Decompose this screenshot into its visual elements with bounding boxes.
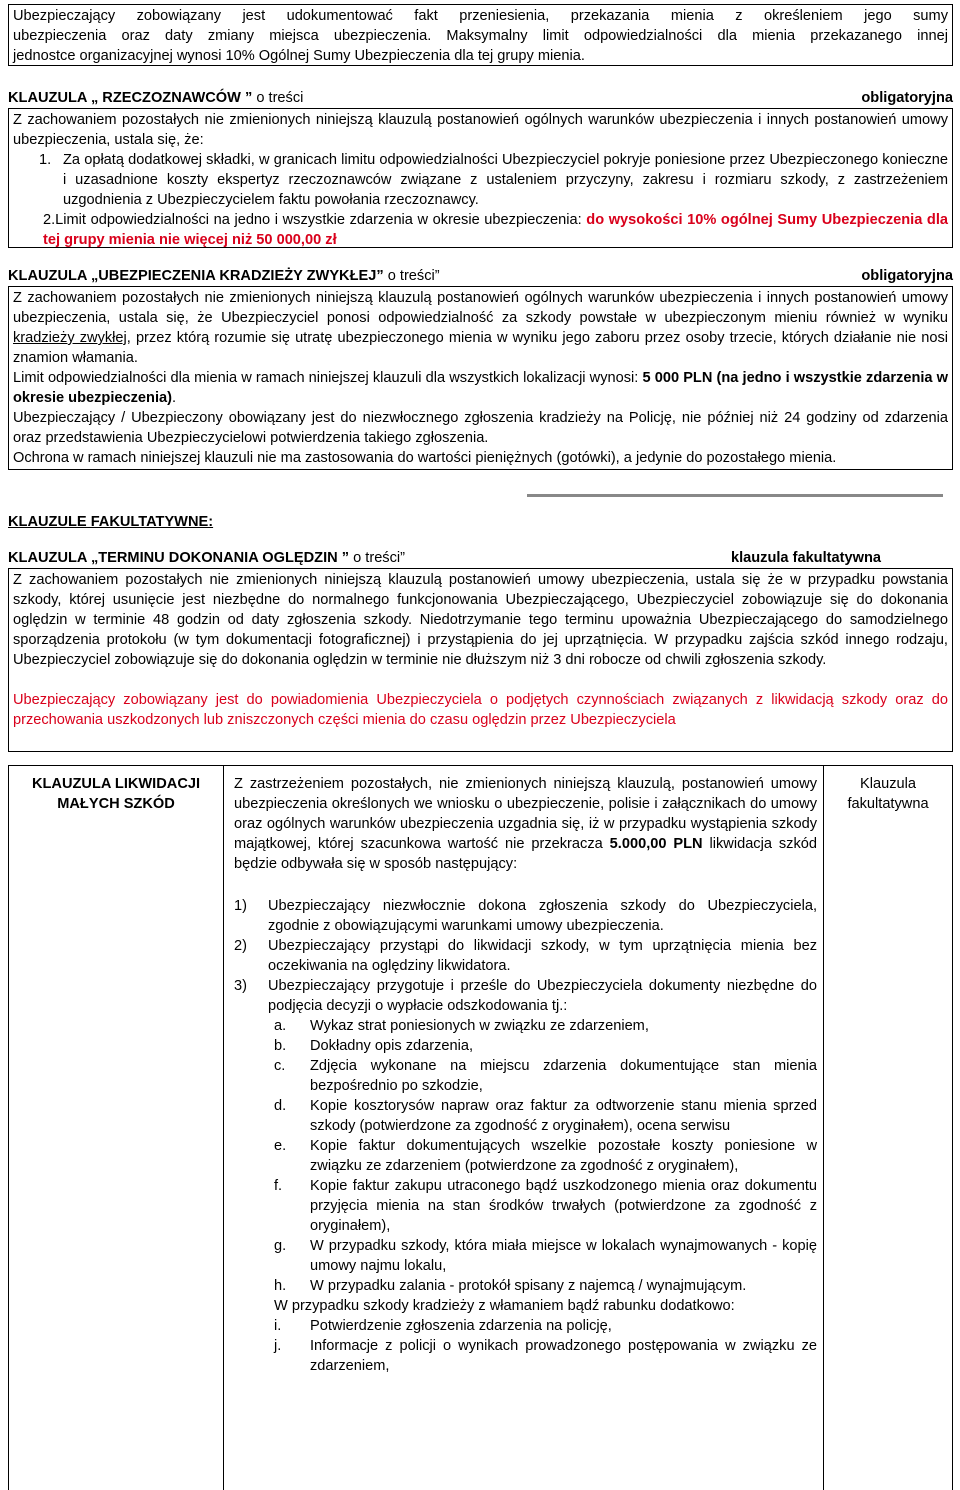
sub-item xyxy=(274,1176,817,1236)
sub-item-letter: d. xyxy=(274,1098,287,1114)
sub-item-letter: f. xyxy=(274,1178,283,1194)
sub-item xyxy=(274,1016,817,1036)
sub-item-letter: h. xyxy=(274,1278,287,1294)
sub-item-text: Kopie kosztorysów napraw oraz faktur za odtworzenie stanu mienia sprzed szkody (potwierdzone za zgodność z oryginałem), ocena serwisu xyxy=(310,1098,817,1134)
transfer-note-line-3: jednostce organizacyjnej wynosi 10% Ogólnej Sumy Ubezpieczenia dla tej grupy mienia. xyxy=(13,48,585,64)
kradziez-title: KLAUZULA „UBEZPIECZENIA KRADZIEŻY ZWYKŁEJ” xyxy=(8,268,384,284)
kradziez-limit: 5 000 PLN (na jedno i wszystkie zdarzenia w okresie ubezpieczenia) xyxy=(13,370,949,406)
likwidacji-status: Klauzula fakultatywna xyxy=(847,776,929,812)
ogledzin-paragraph-1: Z zachowaniem pozostałych nie zmienionych niniejszą klauzulą postanowień umowy ubezpieczenia, ustala się że w przypadku powstania szkody, której usunięcie jest niezbędne do normalnego funkcjonowania Ubezpieczającego, Ubezpieczyciel zobowiązuje się do dokonania oględzin w terminie 48 godzin od daty zgłoszenia szkody. Niedotrzymanie tego terminu upoważnia Ubezpieczającego do samodzielnego sporządzenia protokołu (w tym dokumentacji fotograficznej) i przystąpienia do jej uprzątnięcia. W przypadku zajścia szkód innego rodzaju, Ubezpieczyciel zobowiązuje się do dokonania oględzin w terminie nie dłuższym niż 3 dni robocze od chwili zgłoszenia szkody. xyxy=(13,572,948,668)
rzeczoznawcow-status: obligatoryjna xyxy=(861,90,953,106)
kradziez-title-row xyxy=(8,266,953,286)
sub-item-letter: b. xyxy=(274,1038,287,1054)
rzeczoznawcow-point-1-number: 1. xyxy=(39,152,52,168)
rzeczoznawcow-box xyxy=(8,108,953,248)
list-item-number: 3) xyxy=(234,978,247,994)
likwidacji-amount: 5.000,00 PLN xyxy=(609,836,703,852)
sub-item-text: Wykaz strat poniesionych w związku ze zdarzeniem, xyxy=(310,1018,649,1034)
likwidacji-intro xyxy=(234,774,817,874)
kradziez-paragraph-4: Ochrona w ramach niniejszej klauzuli nie ma zastosowania do wartości pieniężnych (gotówki), a jedynie do pozostałego mienia. xyxy=(13,450,837,466)
list-item-text: Ubezpieczający przystąpi do likwidacji szkody, w tym uprzątnięcia mienia bez oczekiwania na oględziny likwidatora. xyxy=(268,938,817,974)
ogledzin-paragraph-2: Ubezpieczający zobowiązany jest do powiadomienia Ubezpieczyciela o podjętych czynnościach związanych z likwidacją szkody oraz do przechowania uszkodzonych lub zniszczonych części mienia do czasu oględzin przez Ubezpieczyciela xyxy=(13,692,948,728)
sub-item-text: Zdjęcia wykonane na miejscu zdarzenia dokumentujące stan mienia bezpośrednio po szkodzie, xyxy=(310,1058,817,1094)
kradziez-p1-b: , przez którą rozumie się utratę ubezpieczonego mienia w wyniku jego zaboru przez osoby trzecie, których działanie nie nosi znamion włamania. xyxy=(13,330,948,366)
ogledzin-section xyxy=(8,548,953,752)
kradziez-p2-c: . xyxy=(171,390,177,406)
list-item xyxy=(234,936,817,976)
rzeczoznawcow-title-row xyxy=(8,88,953,108)
sub-item-letter: g. xyxy=(274,1238,287,1254)
sub-item xyxy=(274,1236,817,1276)
transfer-note-line-2: ubezpieczenia oraz daty zmiany miejsca ubezpieczenia. Maksymalny limit odpowiedzialności dla mienia przekazanego innej xyxy=(13,28,948,44)
likwidacji-intro-a: Z zastrzeżeniem pozostałych, nie zmienionych niniejszą klauzulą, postanowień umowy ubezpieczenia określonych we wniosku o ubezpieczenie, polisie i załącznikach do umowy oraz ogólnych warunków ubezpieczenia uzgadnia się, iż w przypadku wystąpienia szkody majątkowej, której szacunkowa wartość nie przekracza xyxy=(234,776,817,852)
rzeczoznawcow-title-suffix: o treści xyxy=(256,90,304,106)
likwidacji-intro-c: likwidacja szkód będzie odbywała się w sposób następujący: xyxy=(234,836,818,872)
ogledzin-title-row xyxy=(8,548,953,568)
sub-item xyxy=(274,1136,817,1176)
kradziez-paragraph-2 xyxy=(13,368,948,408)
transfer-note-box xyxy=(8,4,953,66)
rzeczoznawcow-limit: do wysokości 10% ogólnej Sumy Ubezpieczenia dla tej grupy mienia nie więcej niż 50 000,00 zł xyxy=(43,212,949,248)
likwidacji-table xyxy=(8,765,953,1490)
rzeczoznawcow-point-1 xyxy=(13,150,948,210)
sub-item-letter: j. xyxy=(274,1338,282,1354)
transfer-note-line-1: Ubezpieczający zobowiązany jest udokumentować fakt przeniesienia, przekazania mienia z określeniem jego sumy xyxy=(13,8,948,24)
sub-item-letter: e. xyxy=(274,1138,287,1154)
rzeczoznawcow-point-1-text: Za opłatą dodatkowej składki, w granicach limitu odpowiedzialności Ubezpieczyciel pokryje poniesione przez Ubezpieczonego konieczne i uzasadnione koszty ekspertyz rzeczoznawców związane z ustaleniem przyczyny, zakresu i rozmiaru szkody, z zastrzeżeniem uzgodnienia z Ubezpieczycielem faktu powołania rzeczoznawcy. xyxy=(63,152,948,208)
likwidacji-burglary-note: W przypadku szkody kradzieży z włamaniem bądź rabunku dodatkowo: xyxy=(274,1298,735,1314)
rzeczoznawcow-title: KLAUZULA „ RZECZOZNAWCÓW ” xyxy=(8,90,253,106)
sub-item xyxy=(274,1096,817,1136)
list-item-text: Ubezpieczający przygotuje i prześle do Ubezpieczyciela dokumenty niezbędne do podjęcia decyzji o wypłacie odszkodowania tj.: xyxy=(268,978,817,1014)
sub-item-letter: a. xyxy=(274,1018,287,1034)
kradziez-paragraph-3: Ubezpieczający / Ubezpieczony obowiązany jest do niezwłocznego zgłoszenia kradzieży na Policję, nie później niż 24 godziny od zdarzenia oraz przedstawienia Ubezpieczycielowi potwierdzenia takiego zgłoszenia. xyxy=(13,410,948,446)
likwidacji-list xyxy=(234,896,817,1376)
sub-item xyxy=(274,1036,817,1056)
fakultatywne-heading: KLAUZULE FAKULTATYWNE: xyxy=(8,514,214,530)
ogledzin-box xyxy=(8,568,953,752)
sub-item-letter: c. xyxy=(274,1058,286,1074)
document-page xyxy=(8,4,953,470)
likwidacji-content xyxy=(224,766,824,1490)
rzeczoznawcow-point-2 xyxy=(13,210,948,250)
list-item-number: 2) xyxy=(234,938,247,954)
kradziez-p2-a: Limit odpowiedzialności dla mienia w ramach niniejszej klauzuli dla wszystkich lokalizacji wynosi: xyxy=(13,370,639,386)
sub-item xyxy=(274,1276,817,1296)
sub-item-text: Informacje z policji o wynikach prowadzonego postępowania w związku ze zdarzeniem, xyxy=(310,1338,817,1374)
sub-item-text: Kopie faktur zakupu utraconego bądź uszkodzonego mienia oraz dokumentu przyjęcia mienia na stan środków trwałych (potwierdzone za zgodność z oryginałem), xyxy=(310,1178,817,1234)
kradziez-p1-a: Z zachowaniem pozostałych nie zmienionych niniejszą klauzulą postanowień ogólnych warunków ubezpieczenia i innych postanowień umowy ubezpieczenia, ustala się, że Ubezpieczyciel ponosi odpowiedzialność za szkody powstałe w ubezpieczonym mieniu również w wyniku xyxy=(13,290,948,326)
ogledzin-status: klauzula fakultatywna xyxy=(730,550,881,566)
sub-item-text: Potwierdzenie zgłoszenia zdarzenia na policję, xyxy=(310,1318,612,1334)
rzeczoznawcow-intro: Z zachowaniem pozostałych nie zmienionych niniejszą klauzulą postanowień ogólnych warunków ubezpieczenia i innych postanowień umowy ubezpieczenia, ustala się, że: xyxy=(13,112,948,148)
sub-item-text: Dokładny opis zdarzenia, xyxy=(310,1038,474,1054)
kradziez-title-suffix: o treści” xyxy=(387,268,440,284)
list-item xyxy=(234,896,817,936)
kradziez-paragraph-1 xyxy=(13,288,948,368)
list-item xyxy=(234,976,817,1016)
sub-item xyxy=(274,1056,817,1096)
sub-item xyxy=(274,1316,817,1336)
ogledzin-title-suffix: o treści” xyxy=(353,550,406,566)
sub-item xyxy=(274,1336,817,1376)
kradziez-box xyxy=(8,286,953,470)
list-item-number: 1) xyxy=(234,898,247,914)
rzeczoznawcow-point-2-text: 2.Limit odpowiedzialności na jedno i wszystkie zdarzenia w okresie ubezpieczenia: xyxy=(43,212,582,228)
ogledzin-title: KLAUZULA „TERMINU DOKONANIA OGLĘDZIN ” xyxy=(8,550,350,566)
list-item-text: Ubezpieczający niezwłocznie dokona zgłoszenia szkody do Ubezpieczyciela, zgodnie z obowiązującymi warunkami umowy ubezpieczenia. xyxy=(268,898,817,934)
sub-item-text: Kopie faktur dokumentujących wszelkie pozostałe koszty poniesione w związku ze zdarzeniem (potwierdzone za zgodność z oryginałem), xyxy=(310,1138,817,1174)
likwidacji-title: KLAUZULA LIKWIDACJI MAŁYCH SZKÓD xyxy=(9,766,224,1490)
kradziez-status: obligatoryjna xyxy=(861,268,953,284)
sub-item-text: W przypadku szkody, która miała miejsce w lokalach wynajmowanych - kopię umowy najmu lokalu, xyxy=(310,1238,817,1274)
sub-item-text: W przypadku zalania - protokół spisany z najemcą / wynajmującym. xyxy=(310,1278,747,1294)
sub-item-letter: i. xyxy=(274,1318,282,1334)
section-divider xyxy=(527,494,943,497)
kradziez-p1-underlined: kradzieży zwykłej xyxy=(13,330,127,346)
